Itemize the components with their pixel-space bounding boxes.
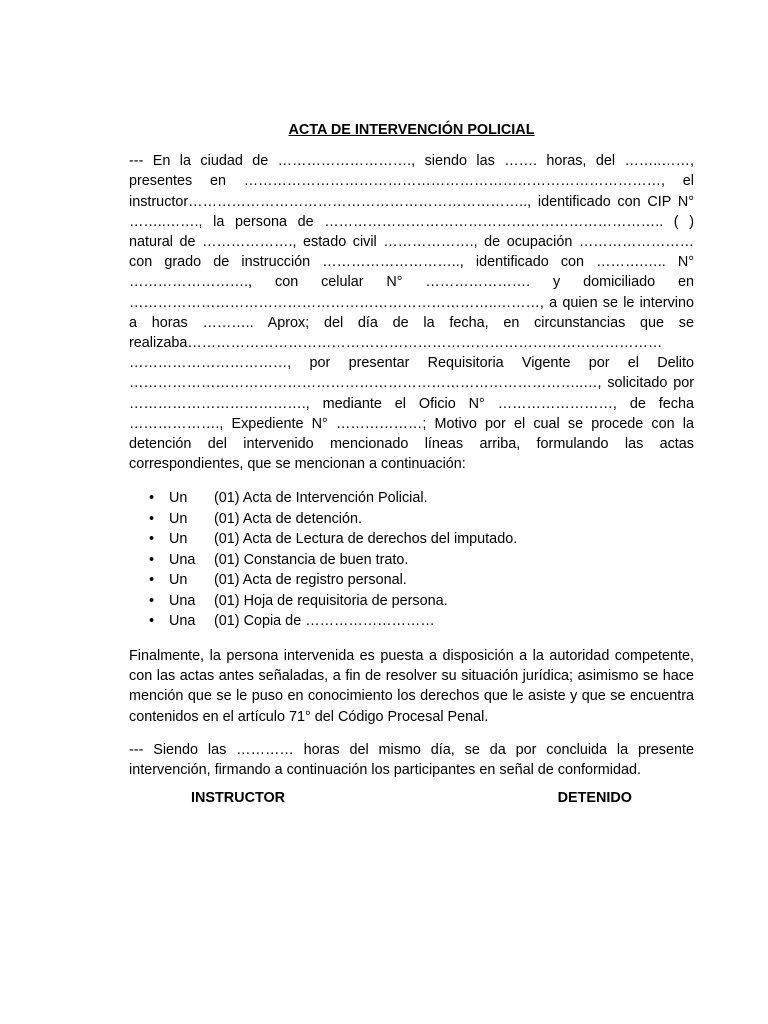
bullet-icon: • <box>149 592 155 609</box>
list-item-quantity: Un <box>169 572 188 589</box>
list-item-text: (01) Hoja de requisitoria de persona. <box>214 592 448 609</box>
document-title: ACTA DE INTERVENCIÓN POLICIAL <box>288 122 535 138</box>
acts-list <box>129 488 694 632</box>
list-item-text: (01) Acta de Lectura de derechos del imputado. <box>214 531 518 548</box>
bullet-icon: • <box>149 490 155 507</box>
list-item <box>129 550 694 571</box>
bullet-icon: • <box>149 531 155 548</box>
list-item <box>129 611 694 632</box>
list-item <box>129 488 694 509</box>
final-paragraph: Finalmente, la persona intervenida es puesta a disposición a la autoridad competente, con las actas antes señaladas, a fin de resolver su situación jurídica; asimismo se hace mención que se le puso en conocimiento los derechos que le asiste y que se encuentra contenidos en el artículo 71° del Código Procesal Penal. <box>129 647 694 725</box>
intro-paragraph: --- En la ciudad de ………………………., siendo las ……. horas, del ……..……, presentes en ……………………………………………………………………………, el instructor…………………………………………………………….., identificado con CIP N° ……..……., la persona de …………………………………………………………….. ( ) natural de ………………., estado civil ………………., de ocupación …………………… con grado de instrucción ……………………….., identificado con ……….….. N° ……………………., con celular N° …………………. y domiciliado en …………………………………………………………………..………, a quien se le intervino a horas ……….. Aprox; del día de la fecha, en circunstancias que se realizaba……………………………………………………………………………………… ……………………………, por presentar Requisitoria Vigente por el Delito …………………………………………………………………………………..…, solicitado por ………………………………., mediante el Oficio N° ……………………, de fecha ………………., Expediente N° ………………; Motivo por el cual se procede con la detención del intervenido mencionado líneas arriba, formulando las actas correspondientes, que se mencionan a continuación: <box>129 153 694 473</box>
paragraph-spacer <box>129 727 694 740</box>
list-item-quantity: Una <box>169 613 196 630</box>
list-item-text: (01) Acta de registro personal. <box>214 572 407 589</box>
closing-paragraph: --- Siendo las ………… horas del mismo día, se da por concluida la presente intervención, firmando a continuación los participantes en señal de conformidad. <box>129 741 694 778</box>
bullet-icon: • <box>149 551 155 568</box>
list-item-quantity: Una <box>169 592 196 609</box>
list-item-quantity: Una <box>169 551 196 568</box>
bullet-icon: • <box>149 510 155 527</box>
list-item-text: (01) Copia de ……………………… <box>214 613 435 630</box>
list-item-text: (01) Acta de detención. <box>214 510 363 527</box>
list-item-quantity: Un <box>169 490 188 507</box>
list-item <box>129 570 694 591</box>
list-item-text: (01) Acta de Intervención Policial. <box>214 490 428 507</box>
list-item-quantity: Un <box>169 510 188 527</box>
list-item-text: (01) Constancia de buen trato. <box>214 551 409 568</box>
bullet-icon: • <box>149 572 155 589</box>
list-item <box>129 529 694 550</box>
signature-block <box>129 788 694 808</box>
bullet-icon: • <box>149 613 155 630</box>
list-item <box>129 591 694 612</box>
signature-instructor-label: INSTRUCTOR <box>191 790 286 807</box>
list-item-quantity: Un <box>169 531 188 548</box>
document-page <box>129 120 694 808</box>
signature-detenido-label: DETENIDO <box>557 790 632 807</box>
list-item <box>129 509 694 530</box>
